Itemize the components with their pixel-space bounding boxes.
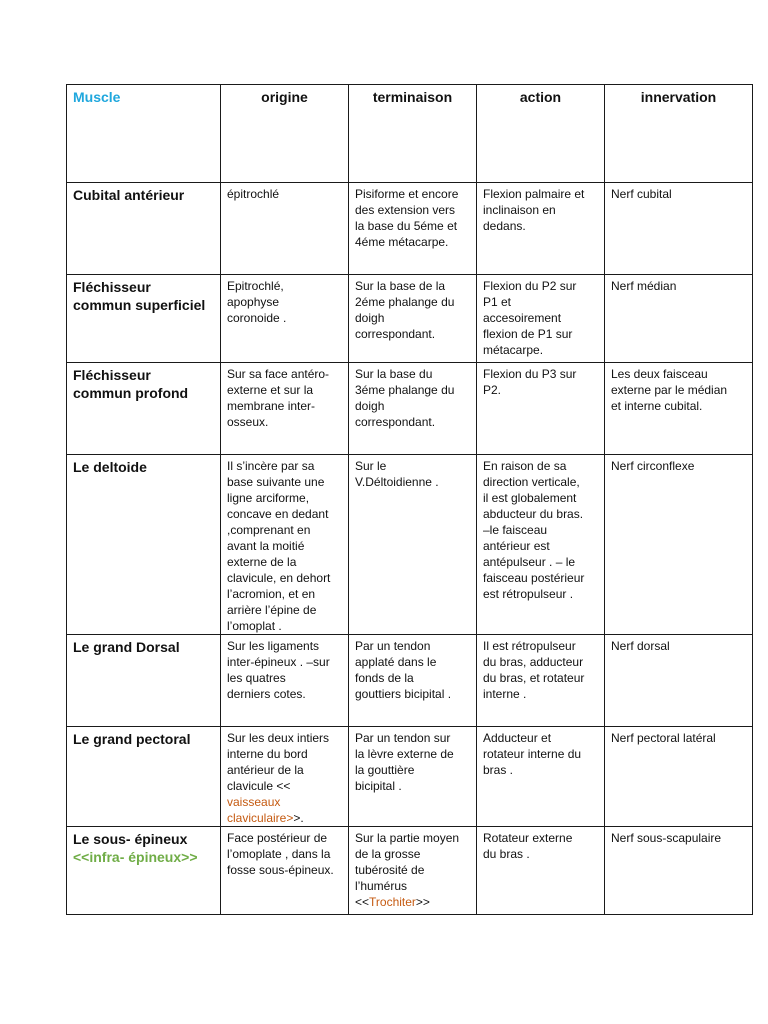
cell-line: base suivante une [227, 475, 325, 489]
cell-line: inclinaison en [483, 203, 556, 217]
muscle-cell [67, 635, 221, 727]
terminaison-cell [349, 827, 477, 915]
cell-line: commun superficiel [73, 297, 206, 313]
cell-line: apophyse [227, 295, 280, 309]
highlight-note: claviculaire> [227, 811, 294, 825]
innervation-cell [605, 275, 753, 363]
cell-line: du bras . [483, 847, 530, 861]
muscle-cell [67, 827, 221, 915]
terminaison-cell [349, 275, 477, 363]
cell-line: arrière l’épine de [227, 603, 317, 617]
cell-line: il est globalement [483, 491, 577, 505]
cell-line: l’omoplate , dans la [227, 847, 331, 861]
cell-line: Par un tendon [355, 639, 431, 653]
cell-line: inter-épineux . –sur [227, 655, 330, 669]
cell-line: la base du 5éme et [355, 219, 458, 233]
origine-cell [221, 635, 349, 727]
muscle-cell [67, 275, 221, 363]
cell-line: Fléchisseur [73, 279, 151, 295]
cell-line: V.Déltoidienne . [355, 475, 439, 489]
cell-line: Pisiforme et encore [355, 187, 459, 201]
cell-line: des extension vers [355, 203, 456, 217]
cell-line: Nerf pectoral latéral [611, 731, 716, 745]
table-row [67, 275, 753, 363]
cell-line: rotateur interne du [483, 747, 582, 761]
action-cell [477, 827, 605, 915]
action-cell [477, 275, 605, 363]
cell-line: Par un tendon sur [355, 731, 451, 745]
cell-line: Fléchisseur [73, 367, 151, 383]
terminaison-cell [349, 635, 477, 727]
cell-line: Nerf circonflexe [611, 459, 695, 473]
cell-line: Le grand pectoral [73, 731, 191, 747]
cell-line: dedans. [483, 219, 526, 233]
muscle-cell [67, 727, 221, 827]
cell-line: Rotateur externe [483, 831, 573, 845]
cell-line: correspondant. [355, 327, 436, 341]
cell-line: doigh [355, 399, 385, 413]
table-row [67, 363, 753, 455]
cell-line: Nerf médian [611, 279, 677, 293]
cell-line: osseux. [227, 415, 269, 429]
terminaison-cell [349, 363, 477, 455]
cell-line: du bras, adducteur [483, 655, 584, 669]
cell-line: antérieur est [483, 539, 550, 553]
cell-line: les quatres [227, 671, 286, 685]
cell-line: Sur la partie moyen [355, 831, 460, 845]
cell-line [355, 894, 470, 910]
cell-line: En raison de sa [483, 459, 567, 473]
cell-line: Sur sa face antéro- [227, 367, 330, 381]
header-muscle: Muscle [67, 85, 221, 183]
cell-line: fonds de la [355, 671, 414, 685]
terminaison-cell [349, 183, 477, 275]
innervation-cell [605, 635, 753, 727]
cell-line: l’omoplat . [227, 619, 282, 633]
highlight-note: Trochiter [369, 895, 416, 909]
cell-line: ligne arciforme, [227, 491, 310, 505]
action-cell [477, 363, 605, 455]
muscle-cell [67, 183, 221, 275]
cell-line: épitrochlé [227, 187, 280, 201]
cell-line [227, 810, 342, 826]
header-row [67, 85, 753, 183]
cell-line: externe de la [227, 555, 297, 569]
cell-line: avant la moitié [227, 539, 305, 553]
muscle-cell [67, 363, 221, 455]
cell-line [227, 794, 342, 810]
cell-line: Sur la base de la [355, 279, 446, 293]
innervation-cell [605, 455, 753, 635]
cell-line: interne . [483, 687, 527, 701]
cell-line: Flexion du P2 sur [483, 279, 577, 293]
innervation-cell [605, 727, 753, 827]
note-prefix: << [355, 895, 370, 909]
cell-line: l’humérus [355, 879, 408, 893]
table-row [67, 183, 753, 275]
cell-line: la lèvre externe de [355, 747, 454, 761]
cell-line: la gouttière [355, 763, 415, 777]
innervation-cell [605, 827, 753, 915]
action-cell [477, 727, 605, 827]
cell-line: du bras, et rotateur [483, 671, 585, 685]
muscle-cell [67, 455, 221, 635]
cell-line: interne du bord [227, 747, 308, 761]
cell-line: –le faisceau [483, 523, 548, 537]
cell-line: clavicule, en dehort [227, 571, 331, 585]
cell-line: clavicule << [227, 779, 291, 793]
cell-line: l’acromion, et en [227, 587, 316, 601]
cell-line: Nerf dorsal [611, 639, 670, 653]
table-row [67, 635, 753, 727]
cell-line: antépulseur . – le [483, 555, 576, 569]
cell-line: applaté dans le [355, 655, 437, 669]
cell-line: Le sous- épineux [73, 831, 188, 847]
cell-line: P1 et [483, 295, 512, 309]
cell-line: commun profond [73, 385, 189, 401]
origine-cell [221, 455, 349, 635]
cell-line: Nerf sous-scapulaire [611, 831, 722, 845]
header-innervation: innervation [605, 85, 753, 183]
action-cell [477, 455, 605, 635]
header-action: action [477, 85, 605, 183]
table-row [67, 827, 753, 915]
cell-line: tubérosité de [355, 863, 425, 877]
cell-line: est rétropulseur . [483, 587, 574, 601]
origine-cell [221, 183, 349, 275]
innervation-cell [605, 183, 753, 275]
origine-cell [221, 363, 349, 455]
cell-line: métacarpe. [483, 343, 544, 357]
cell-line: abducteur du bras. [483, 507, 584, 521]
cell-line: accesoirement [483, 311, 562, 325]
cell-line: P2. [483, 383, 502, 397]
cell-line: Nerf cubital [611, 187, 672, 201]
cell-line: 2éme phalange du [355, 295, 455, 309]
cell-line: correspondant. [355, 415, 436, 429]
header-terminaison: terminaison [349, 85, 477, 183]
cell-line: flexion de P1 sur [483, 327, 573, 341]
cell-line: gouttiers bicipital . [355, 687, 452, 701]
action-cell [477, 183, 605, 275]
table-row [67, 455, 753, 635]
cell-line: externe et sur la [227, 383, 314, 397]
cell-line: bras . [483, 763, 514, 777]
highlight-note: vaisseaux [227, 795, 281, 809]
cell-line: Flexion du P3 sur [483, 367, 577, 381]
table-body [67, 183, 753, 915]
cell-line: Il est rétropulseur [483, 639, 576, 653]
cell-line: faisceau postérieur [483, 571, 585, 585]
cell-line: 3éme phalange du [355, 383, 455, 397]
cell-line: 4éme métacarpe. [355, 235, 449, 249]
cell-line: concave en dedant [227, 507, 329, 521]
cell-line: Flexion palmaire et [483, 187, 585, 201]
cell-line: derniers cotes. [227, 687, 306, 701]
cell-line: Le grand Dorsal [73, 639, 180, 655]
cell-line: externe par le médian [611, 383, 728, 397]
terminaison-cell [349, 455, 477, 635]
cell-line: coronoide . [227, 311, 287, 325]
cell-line: ,comprenant en [227, 523, 311, 537]
cell-line: Les deux faisceau [611, 367, 708, 381]
cell-line: Face postérieur de [227, 831, 328, 845]
cell-line: Epitrochlé, [227, 279, 284, 293]
note-suffix: >> [415, 895, 430, 909]
header-origine: origine [221, 85, 349, 183]
cell-line: Le deltoide [73, 459, 147, 475]
cell-line: bicipital . [355, 779, 402, 793]
origine-cell [221, 827, 349, 915]
action-cell [477, 635, 605, 727]
table-row [67, 727, 753, 827]
cell-line: direction verticale, [483, 475, 580, 489]
terminaison-cell [349, 727, 477, 827]
origine-cell [221, 275, 349, 363]
cell-line: Sur les ligaments [227, 639, 320, 653]
cell-line: de la grosse [355, 847, 421, 861]
cell-line: Cubital antérieur [73, 187, 185, 203]
cell-line: antérieur de la [227, 763, 304, 777]
cell-line: membrane inter- [227, 399, 316, 413]
cell-line: et interne cubital. [611, 399, 703, 413]
cell-line: Sur le [355, 459, 387, 473]
cell-line: Sur les deux intiers [227, 731, 330, 745]
cell-line: Il s’incère par sa [227, 459, 315, 473]
note-suffix: >. [293, 811, 304, 825]
cell-line: Adducteur et [483, 731, 552, 745]
muscle-alt-name: <<infra- épineux>> [73, 849, 198, 865]
cell-line: Sur la base du [355, 367, 433, 381]
cell-line: fosse sous-épineux. [227, 863, 334, 877]
origine-cell [221, 727, 349, 827]
cell-line: doigh [355, 311, 385, 325]
muscle-table [66, 84, 753, 915]
innervation-cell [605, 363, 753, 455]
